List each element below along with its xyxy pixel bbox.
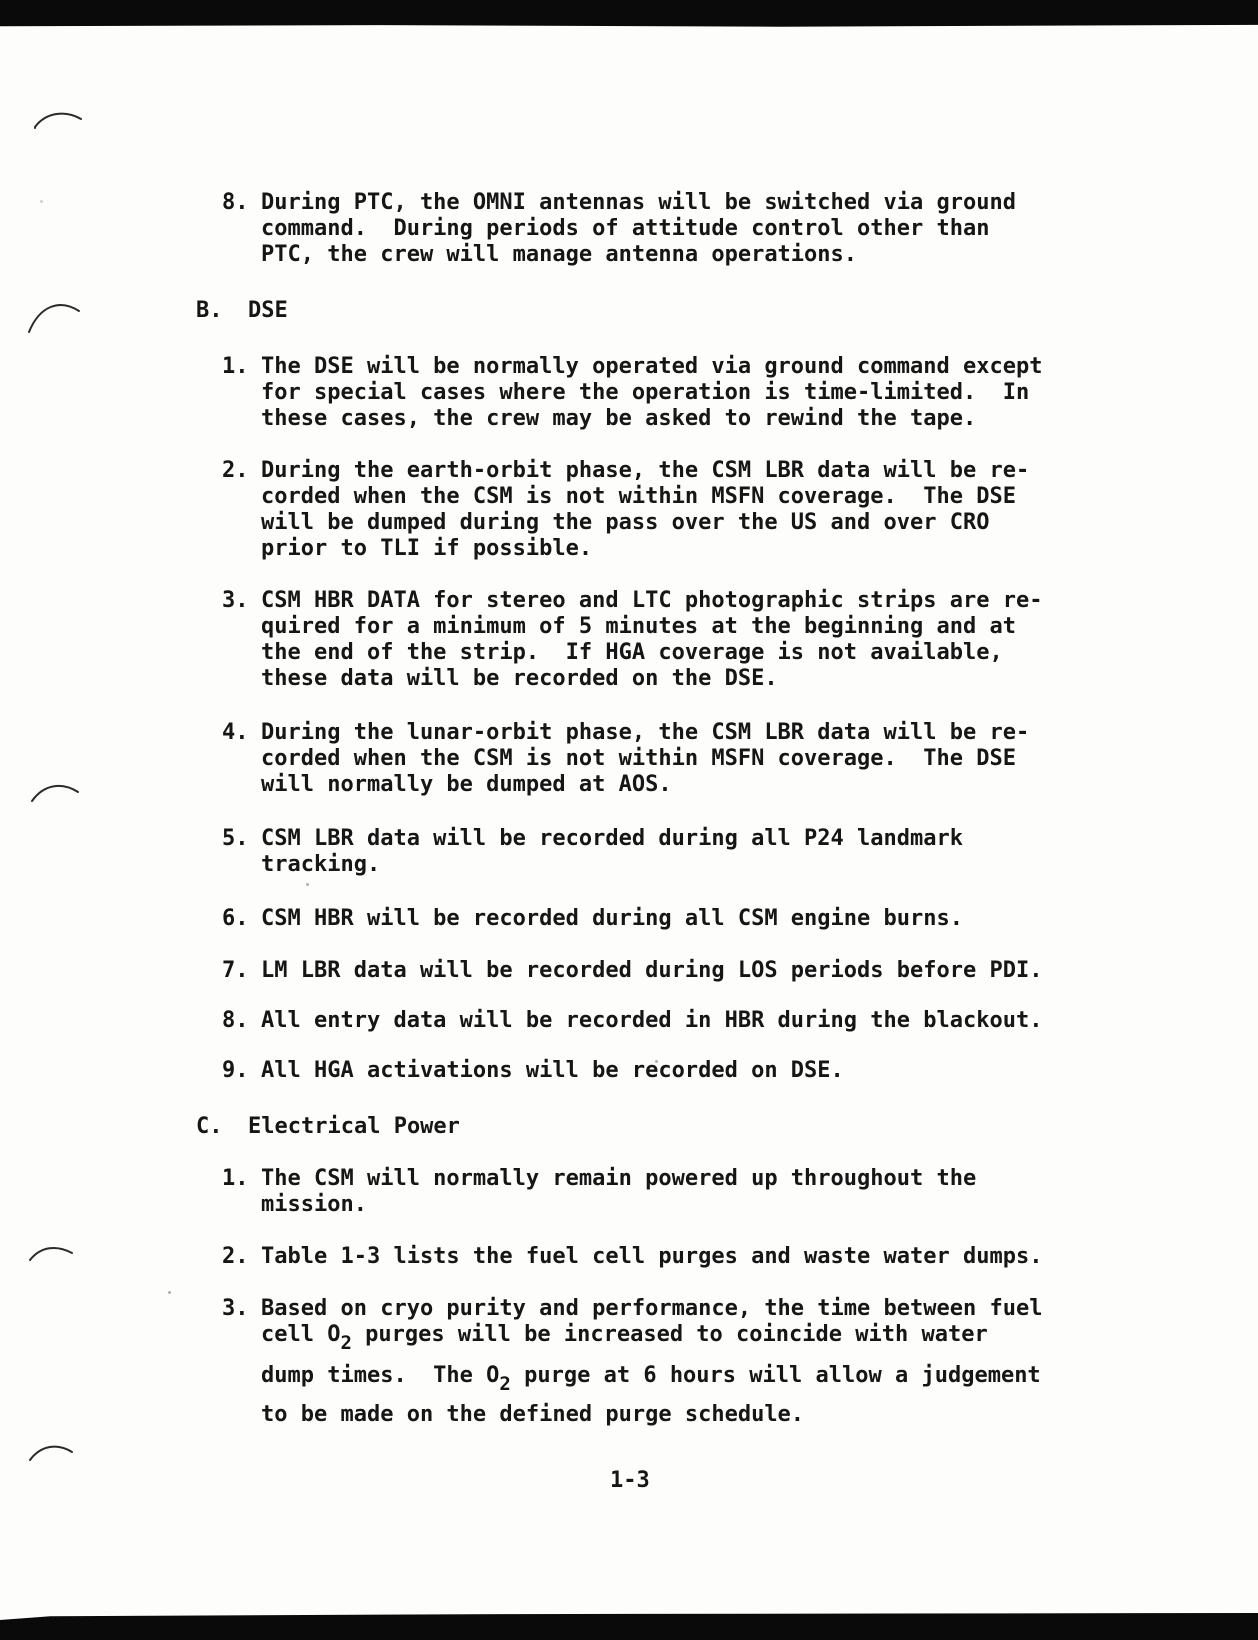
section-letter: B. — [196, 298, 223, 323]
item-line: will be dumped during the pass over the US and over CRO — [261, 510, 990, 535]
item-lines — [196, 588, 1156, 692]
subscript-two: 2 — [499, 1373, 511, 1395]
list-item — [196, 958, 1156, 984]
list-item — [196, 354, 1156, 432]
item-number: 3. — [222, 588, 249, 613]
item-line: LM LBR data will be recorded during LOS periods before PDI. — [261, 958, 1043, 983]
item-line: The CSM will normally remain powered up throughout the — [261, 1166, 977, 1191]
item-line: During the earth-orbit phase, the CSM LBR data will be re- — [261, 458, 1030, 483]
scan-speck — [40, 200, 43, 203]
item-lines — [196, 1058, 1156, 1084]
item-lines — [196, 458, 1156, 562]
scan-mark-curve — [27, 1440, 75, 1464]
item-line: The DSE will be normally operated via ground command except — [261, 354, 1043, 379]
item-number: 2. — [222, 1244, 249, 1269]
item-line: mission. — [261, 1192, 367, 1217]
item-line: All entry data will be recorded in HBR during the blackout. — [261, 1008, 1043, 1033]
list-item — [196, 906, 1156, 932]
item-line: CSM HBR DATA for stereo and LTC photographic strips are re- — [261, 588, 1043, 613]
list-item — [196, 1244, 1156, 1270]
subscript-two: 2 — [340, 1332, 352, 1354]
item-lines — [196, 1244, 1156, 1270]
list-item — [196, 190, 1156, 268]
item-lines — [196, 826, 1156, 878]
item-number: 2. — [222, 458, 249, 483]
item-line: Based on cryo purity and performance, the time between fuel — [261, 1296, 1043, 1321]
section-title: Electrical Power — [248, 1114, 460, 1139]
item-number: 6. — [222, 906, 249, 931]
item-number: 3. — [222, 1296, 249, 1321]
scan-edge-top-bar — [0, 0, 1258, 27]
scan-mark-curve — [32, 108, 84, 132]
item-line: CSM HBR will be recorded during all CSM engine burns. — [261, 906, 963, 931]
list-item — [196, 1296, 1156, 1428]
item-number: 7. — [222, 958, 249, 983]
item-number: 8. — [222, 190, 249, 215]
document-content — [196, 190, 1156, 1454]
item-line: command. During periods of attitude control other than — [261, 216, 990, 241]
item-line: corded when the CSM is not within MSFN coverage. The DSE — [261, 484, 1016, 509]
section-letter: C. — [196, 1114, 223, 1139]
list-item — [196, 1058, 1156, 1084]
scan-mark-curve — [29, 779, 81, 805]
item-lines — [196, 720, 1156, 798]
list-item — [196, 1008, 1156, 1034]
section-title: DSE — [248, 298, 288, 323]
scan-mark-curve — [27, 1242, 75, 1264]
list-item — [196, 588, 1156, 692]
item-line: to be made on the defined purge schedule. — [261, 1402, 805, 1427]
item-lines — [196, 1008, 1156, 1034]
item-line: prior to TLI if possible. — [261, 536, 593, 561]
item-line: for special cases where the operation is time-limited. In — [261, 380, 1030, 405]
item-line: will normally be dumped at AOS. — [261, 772, 672, 797]
item-line: During PTC, the OMNI antennas will be switched via ground — [261, 190, 1016, 215]
item-lines — [196, 354, 1156, 432]
item-line: the end of the strip. If HGA coverage is not available, — [261, 640, 1003, 665]
list-item — [196, 826, 1156, 878]
item-number: 4. — [222, 720, 249, 745]
section-heading — [196, 298, 1156, 324]
item-line: PTC, the crew will manage antenna operations. — [261, 242, 858, 267]
item-lines — [196, 958, 1156, 984]
section-heading — [196, 1114, 1156, 1140]
scan-mark-curve — [26, 295, 82, 335]
item-lines — [196, 1296, 1156, 1428]
item-number: 9. — [222, 1058, 249, 1083]
scan-speck — [168, 1291, 171, 1294]
item-lines — [196, 906, 1156, 932]
item-number: 1. — [222, 354, 249, 379]
item-line: cell $O_2$ purges will be increased to coincide with water — [261, 1322, 988, 1354]
list-item — [196, 458, 1156, 562]
item-line: All HGA activations will be recorded on DSE. — [261, 1058, 844, 1083]
list-item — [196, 1166, 1156, 1218]
item-line: Table 1-3 lists the fuel cell purges and waste water dumps. — [261, 1244, 1043, 1269]
item-number: 8. — [222, 1008, 249, 1033]
item-line: tracking. — [261, 852, 381, 877]
list-item — [196, 720, 1156, 798]
item-line: corded when the CSM is not within MSFN coverage. The DSE — [261, 746, 1016, 771]
item-line: During the lunar-orbit phase, the CSM LBR data will be re- — [261, 720, 1030, 745]
item-line: these data will be recorded on the DSE. — [261, 666, 778, 691]
item-lines — [196, 1166, 1156, 1218]
item-number: 1. — [222, 1166, 249, 1191]
scan-edge-bottom-bar — [0, 1613, 1258, 1640]
item-number: 5. — [222, 826, 249, 851]
item-line: quired for a minimum of 5 minutes at the beginning and at — [261, 614, 1016, 639]
item-line: these cases, the crew may be asked to rewind the tape. — [261, 406, 977, 431]
item-line: dump times. The $O_2$ purge at 6 hours will allow a judgement — [261, 1363, 1041, 1395]
page-number: 1-3 — [610, 1468, 650, 1493]
item-line: CSM LBR data will be recorded during all P24 landmark — [261, 826, 963, 851]
item-lines — [196, 190, 1156, 268]
